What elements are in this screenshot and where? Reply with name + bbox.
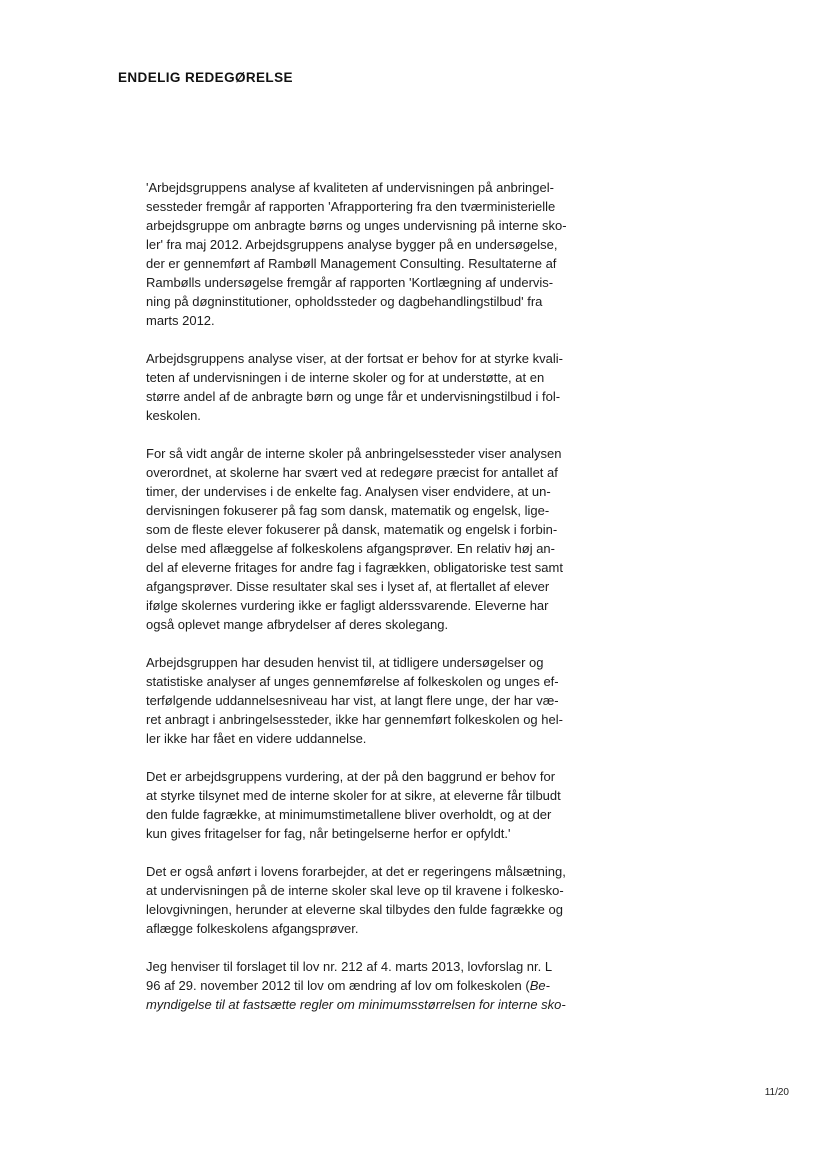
- text-line: også oplevet mange afbrydelser af deres skolegang.: [146, 617, 449, 632]
- text-line: dervisningen fokuserer på fag som dansk, matematik og engelsk, lige-: [146, 503, 550, 518]
- text-line: keskolen.: [146, 408, 201, 423]
- paragraph-1: [146, 178, 586, 330]
- text-line: afgangsprøver. Disse resultater skal ses i lyset af, at flertallet af elever: [146, 579, 550, 594]
- text-line: 'Arbejdsgruppens analyse af kvaliteten af undervisningen på anbringel-: [146, 180, 554, 195]
- text-line: Rambølls undersøgelse fremgår af rapporten 'Kortlægning af undervis-: [146, 275, 554, 290]
- italic-fragment: Be-: [529, 978, 550, 993]
- text-line: lelovgivningen, herunder at eleverne skal tilbydes den fulde fagrække og: [146, 902, 563, 917]
- paragraph-3: [146, 444, 586, 634]
- text-line: ifølge skolernes vurdering ikke er fagligt alderssvarende. Eleverne har: [146, 598, 549, 613]
- text-line: at undervisningen på de interne skoler skal leve op til kravene i folkesko-: [146, 883, 564, 898]
- text-line: sessteder fremgår af rapporten 'Afrapportering fra den tværministerielle: [146, 199, 556, 214]
- paragraph-5: [146, 767, 586, 843]
- text-line: Det er også anført i lovens forarbejder, at det er regeringens målsætning,: [146, 864, 566, 879]
- text-line: ler ikke har fået en videre uddannelse.: [146, 731, 367, 746]
- text-line: del af eleverne fritages for andre fag i fagrækken, obligatoriske test samt: [146, 560, 563, 575]
- paragraph-7: [146, 957, 586, 1014]
- text-line: arbejdsgruppe om anbragte børns og unges undervisning på interne sko-: [146, 218, 567, 233]
- text-line: aflægge folkeskolens afgangsprøver.: [146, 921, 359, 936]
- text-line: timer, der undervises i de enkelte fag. Analysen viser endvidere, at un-: [146, 484, 551, 499]
- text-line: overordnet, at skolerne har svært ved at redegøre præcist for antallet af: [146, 465, 558, 480]
- text-line: marts 2012.: [146, 313, 215, 328]
- text-line: ler' fra maj 2012. Arbejdsgruppens analyse bygger på en undersøgelse,: [146, 237, 558, 252]
- text-line: Det er arbejdsgruppens vurdering, at der på den baggrund er behov for: [146, 769, 556, 784]
- document-heading: ENDELIG REDEGØRELSE: [118, 70, 293, 85]
- text-line: ret anbragt i anbringelsessteder, ikke har gennemført folkeskolen og hel-: [146, 712, 563, 727]
- text-line: delse med aflæggelse af folkeskolens afgangsprøver. En relativ høj an-: [146, 541, 555, 556]
- italic-fragment: myndigelse til at fastsætte regler om minimumsstørrelsen for interne sko-: [146, 997, 566, 1012]
- text-line: der er gennemført af Rambøll Management Consulting. Resultaterne af: [146, 256, 557, 271]
- text-line: ning på døgninstitutioner, opholdssteder og dagbehandlingstilbud' fra: [146, 294, 543, 309]
- text-line: teten af undervisningen i de interne skoler og for at understøtte, at en: [146, 370, 545, 385]
- text-line: [146, 995, 586, 1014]
- paragraph-2: [146, 349, 586, 425]
- text-line: den fulde fagrække, at minimumstimetallene bliver overholdt, og at der: [146, 807, 552, 822]
- text-line: Arbejdsgruppen har desuden henvist til, at tidligere undersøgelser og: [146, 655, 544, 670]
- text-line: For så vidt angår de interne skoler på anbringelsessteder viser analysen: [146, 446, 562, 461]
- text-line: Arbejdsgruppens analyse viser, at der fortsat er behov for at styrke kvali-: [146, 351, 563, 366]
- text-line: større andel af de anbragte børn og unge får et undervisningstilbud i fol-: [146, 389, 561, 404]
- text-line: som de fleste elever fokuserer på dansk, matematik og engelsk i forbin-: [146, 522, 558, 537]
- text-line: [146, 976, 586, 995]
- text-line: statistiske analyser af unges gennemførelse af folkeskolen og unges ef-: [146, 674, 559, 689]
- text-line: Jeg henviser til forslaget til lov nr. 212 af 4. marts 2013, lovforslag nr. L: [146, 959, 553, 974]
- page-number: 11/20: [764, 1087, 789, 1098]
- text-line: terfølgende uddannelsesniveau har vist, at langt flere unge, der har væ-: [146, 693, 559, 708]
- text-fragment: 96 af 29. november 2012 til lov om ændring af lov om folkeskolen (: [146, 978, 530, 993]
- text-line: kun gives fritagelser for fag, når betingelserne herfor er opfyldt.': [146, 826, 511, 841]
- paragraph-6: [146, 862, 586, 938]
- document-body: [146, 178, 586, 1033]
- paragraph-4: [146, 653, 586, 748]
- text-line: at styrke tilsynet med de interne skoler for at sikre, at eleverne får tilbudt: [146, 788, 561, 803]
